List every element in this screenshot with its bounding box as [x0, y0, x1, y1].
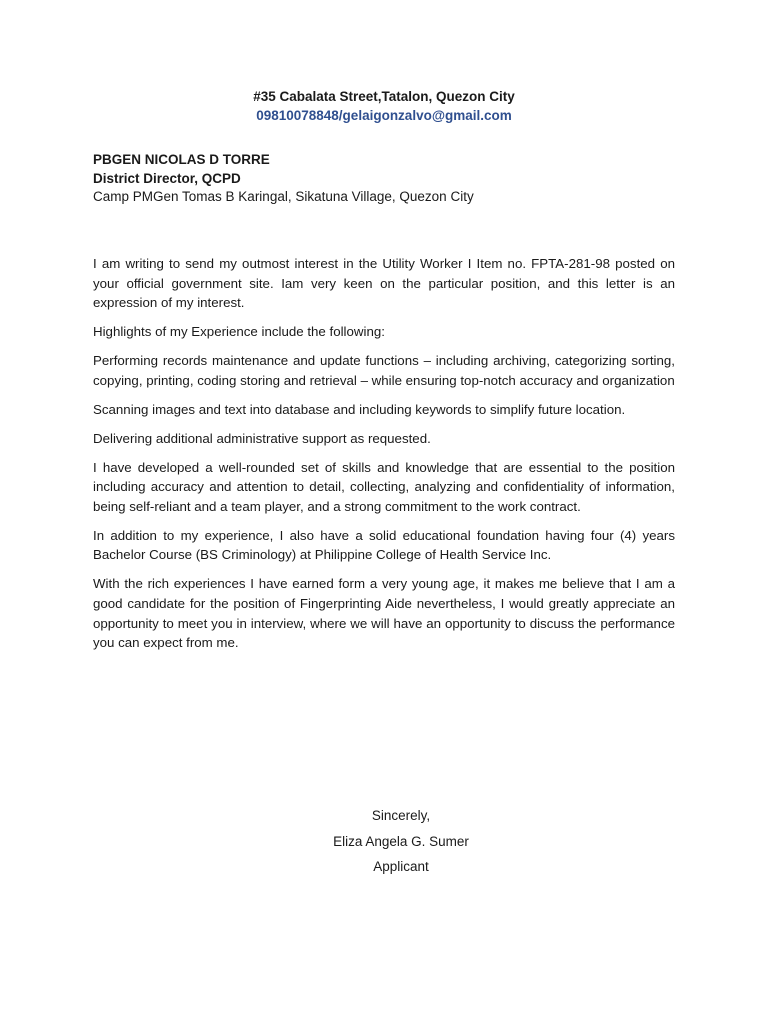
letter-header	[0, 87, 768, 125]
body-paragraph-highlight-scanning: Scanning images and text into database and including keywords to simplify future location.	[93, 401, 626, 417]
body-paragraph-highlight-support: Delivering additional administrative support as requested.	[93, 430, 431, 446]
sender-contact: 09810078848/gelaigonzalvo@gmail.com	[256, 108, 512, 123]
recipient-block	[93, 151, 675, 207]
body-paragraph-highlights-heading: Highlights of my Experience include the following:	[93, 324, 385, 340]
signer-name: Eliza Angela G. Sumer	[333, 833, 469, 849]
closing-salutation: Sincerely,	[371, 808, 431, 823]
letter-body	[93, 254, 675, 662]
body-paragraph-conclusion: With the rich experiences I have earned form a very young age, it makes me believe that I am a good candidate for the position of Fingerprinting Aide nevertheless, I would greatly appreciate an opportunity to meet you in interview, where we will have an opportunity to discuss the performance you can expect from me.	[93, 576, 675, 651]
body-paragraph-skills: I have developed a well-rounded set of skills and knowledge that are essential to the position including accuracy and attention to detail, collecting, analyzing and confidentiality of information, being self-reliant and a team player, and a strong commitment to the work contract.	[93, 459, 675, 514]
sender-address: #35 Cabalata Street,Tatalon, Quezon City	[253, 89, 515, 104]
recipient-address: Camp PMGen Tomas B Karingal, Sikatuna Village, Quezon City	[93, 189, 474, 204]
signer-role: Applicant	[373, 859, 429, 874]
body-paragraph-education: In addition to my experience, I also have a solid educational foundation having four (4) years Bachelor Course (BS Criminology) at Philippine College of Health Service Inc.	[93, 527, 675, 563]
letter-closing	[0, 806, 768, 883]
body-paragraph-intro: I am writing to send my outmost interest in the Utility Worker I Item no. FPTA-281-98 posted on your official government site. Iam very keen on the particular position, and this letter is an expression of my interest.	[93, 256, 675, 311]
recipient-name: PBGEN NICOLAS D TORRE	[93, 152, 270, 167]
recipient-title: District Director, QCPD	[93, 170, 241, 186]
body-paragraph-highlight-records: Performing records maintenance and update functions – including archiving, categorizing sorting, copying, printing, coding storing and retrieval – while ensuring top-notch accuracy and organization	[93, 353, 675, 388]
